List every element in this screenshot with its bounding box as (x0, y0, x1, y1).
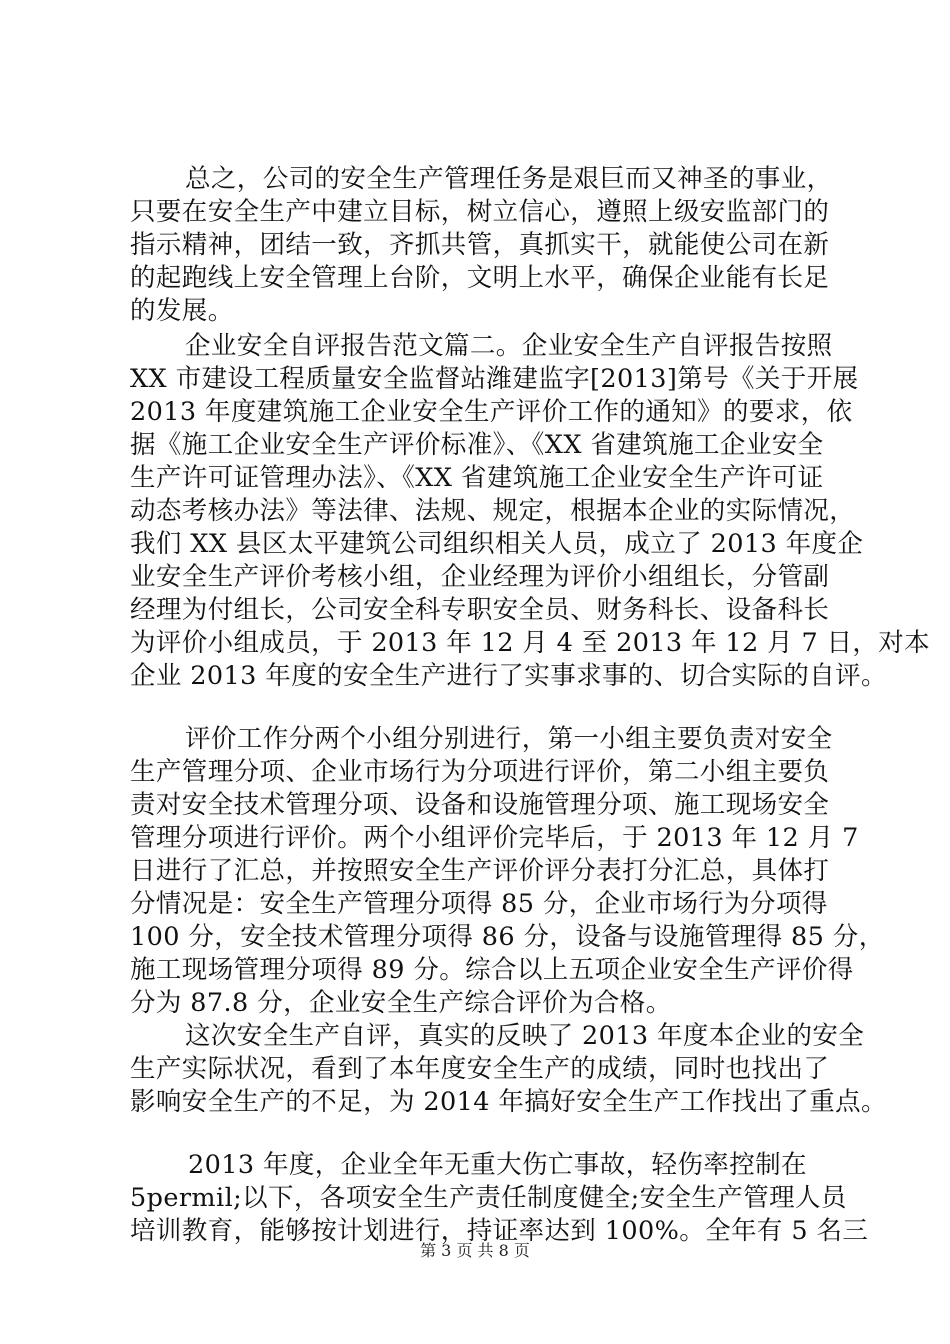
text-line: 100 分，安全技术管理分项得 86 分，设备与设施管理得 85 分， (130, 922, 885, 952)
text-line: 这次安全生产自评，真实的反映了 2013 年度本企业的安全 (185, 1021, 865, 1051)
text-line: 施工现场管理分项得 89 分。综合以上五项企业安全生产评价得 (130, 955, 854, 985)
text-line: 的起跑线上安全管理上台阶，文明上水平，确保企业能有长足 (130, 263, 830, 293)
text-line: 企业安全自评报告范文篇二。企业安全生产自评报告按照 (185, 331, 833, 361)
page-number-footer: 第 3 页 共 8 页 (420, 1241, 530, 1260)
text-line: 管理分项进行评价。两个小组评价完毕后，于 2013 年 12 月 7 (130, 823, 859, 853)
text-line: 据《施工企业安全生产评价标准》、《XX 省建筑施工企业安全 (130, 430, 824, 460)
text-line: 为评价小组成员，于 2013 年 12 月 4 至 2013 年 12 月 7 日，对本 (130, 628, 931, 658)
text-line: 生产管理分项、企业市场行为分项进行评价，第二小组主要负 (130, 757, 830, 787)
text-line: 分为 87.8 分，企业安全生产综合评价为合格。 (130, 988, 672, 1018)
text-line: 动态考核办法》等法律、法规、规定，根据本企业的实际情况， (130, 496, 856, 526)
text-line: 生产实际状况，看到了本年度安全生产的成绩，同时也找出了 (130, 1054, 830, 1084)
text-line: 生产许可证管理办法》、《XX 省建筑施工企业安全生产许可证 (130, 463, 824, 493)
text-line: 责对安全技术管理分项、设备和设施管理分项、施工现场安全 (130, 790, 830, 820)
text-line: 2013 年度建筑施工企业安全生产评价工作的通知》的要求，依 (130, 397, 853, 427)
text-line: 的发展。 (130, 296, 234, 326)
text-line: 指示精神，团结一致，齐抓共管，真抓实干，就能使公司在新 (130, 230, 830, 260)
text-line: 影响安全生产的不足，为 2014 年搞好安全生产工作找出了重点。 (130, 1087, 887, 1117)
text-line: 日进行了汇总，并按照安全生产评价评分表打分汇总，具体打 (130, 856, 830, 886)
text-line: 分情况是：安全生产管理分项得 85 分，企业市场行为分项得 (130, 889, 828, 919)
text-line: 我们 XX 县区太平建筑公司组织相关人员，成立了 2013 年度企 (130, 529, 864, 559)
text-line: 评价工作分两个小组分别进行，第一小组主要负责对安全 (185, 724, 833, 754)
text-line: 5permil;以下，各项安全生产责任制度健全;安全生产管理人员 (130, 1183, 847, 1213)
text-line: 企业 2013 年度的安全生产进行了实事求事的、切合实际的自评。 (130, 661, 887, 691)
text-line: 只要在安全生产中建立目标，树立信心，遵照上级安监部门的 (130, 197, 830, 227)
text-line: 总之，公司的安全生产管理任务是艰巨而又神圣的事业， (185, 164, 833, 194)
text-line: 经理为付组长，公司安全科专职安全员、财务科长、设备科长 (130, 595, 830, 625)
text-line: XX 市建设工程质量安全监督站潍建监字[2013]第号《关于开展 (130, 364, 859, 394)
text-line: 培训教育，能够按计划进行，持证率达到 100%。全年有 5 名三 (130, 1216, 869, 1246)
text-line: 业安全生产评价考核小组，企业经理为评价小组组长，分管副 (130, 562, 830, 592)
text-line: 2013 年度，企业全年无重大伤亡事故，轻伤率控制在 (188, 1150, 807, 1180)
